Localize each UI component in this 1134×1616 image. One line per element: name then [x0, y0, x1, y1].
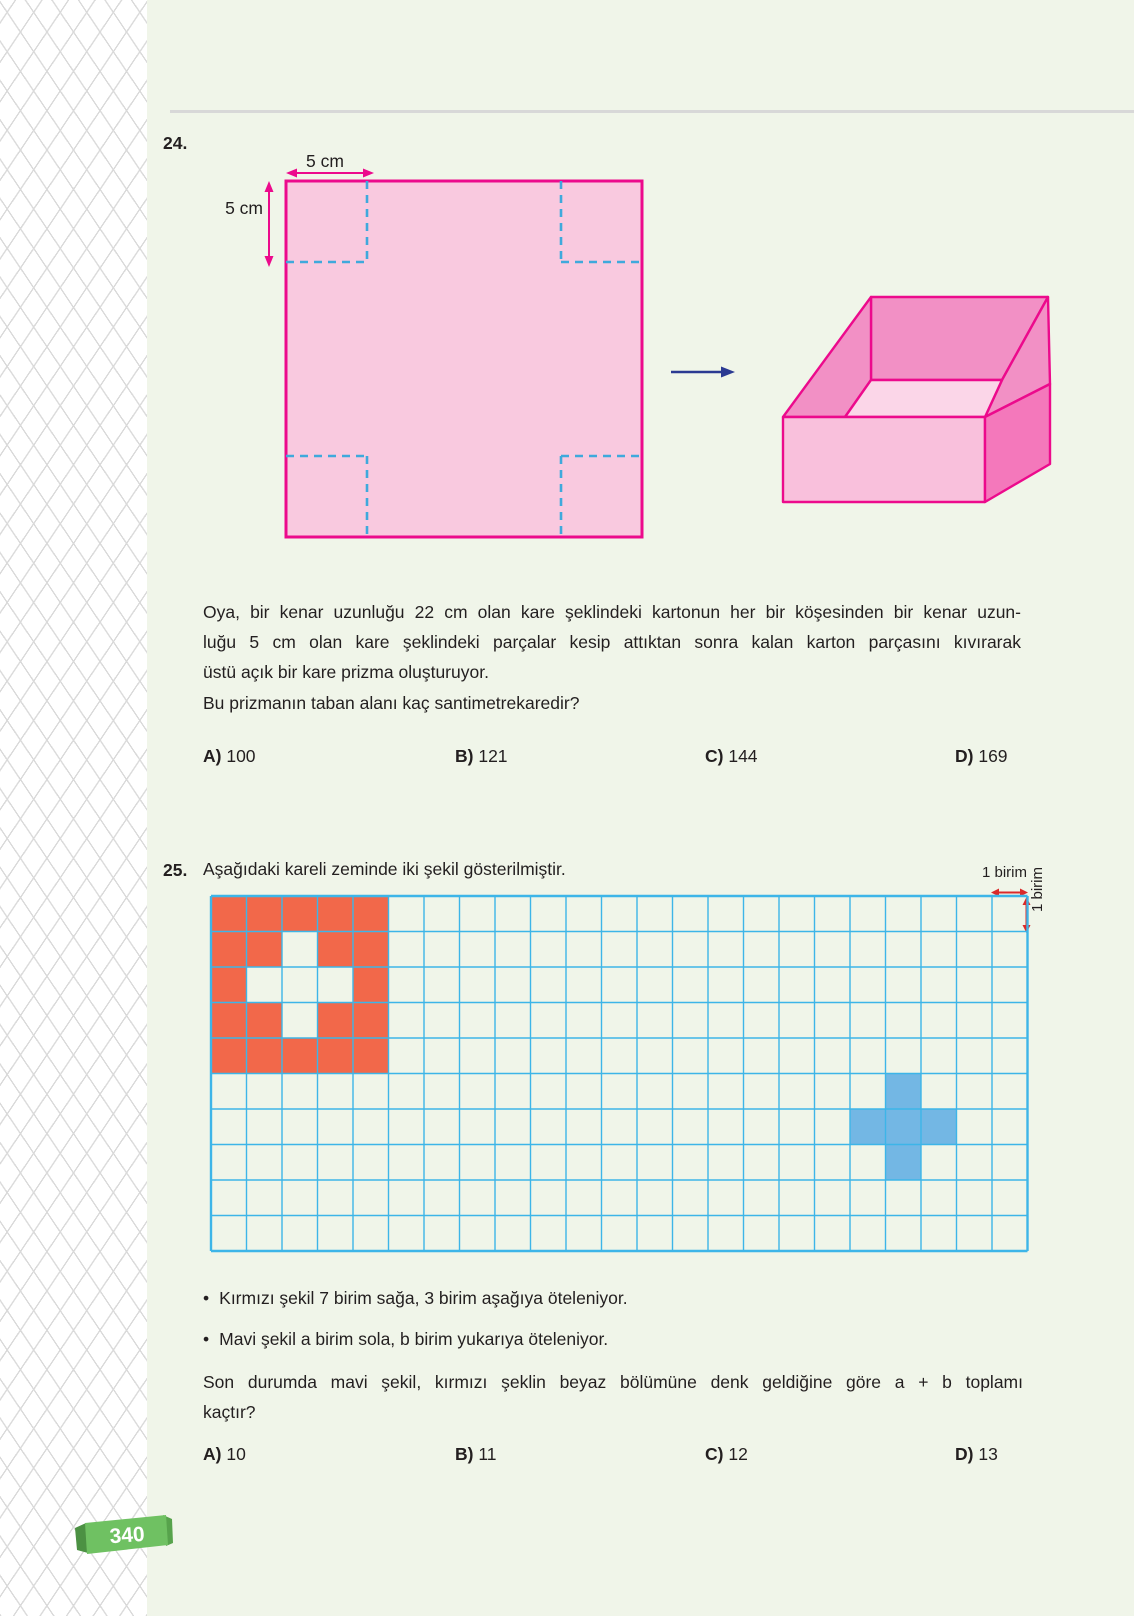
q25-bullet-blue — [203, 1329, 608, 1350]
choice-d: D) 13 — [955, 1444, 998, 1464]
q24-paragraph-line: Oya, bir kenar uzunluğu 22 cm olan kare şeklindeki kartonun her bir köşesinden bir kenar uzun- — [203, 602, 1021, 622]
red-shape-cell — [318, 1038, 354, 1074]
q24-question: Bu prizmanın taban alanı kaç santimetrekaredir? — [203, 693, 580, 713]
cardboard-square — [286, 181, 642, 537]
choice-c: C) 12 — [705, 1444, 748, 1464]
red-shape-cell — [353, 896, 389, 932]
red-shape-cell — [318, 896, 354, 932]
q24-number: 24. — [163, 133, 188, 153]
q25-question-line: Son durumda mavi şekil, kırmızı şeklin beyaz bölümüne denk geldiğine göre a + b toplamı — [203, 1372, 1023, 1392]
red-shape-cell — [247, 896, 283, 932]
dim-label-top: 5 cm — [306, 151, 344, 171]
blue-shape-cell — [886, 1145, 922, 1181]
unit-label-vertical: 1 birim — [1029, 867, 1046, 913]
red-shape-cell — [353, 932, 389, 968]
red-shape-cell — [318, 932, 354, 968]
open-box-figure — [758, 285, 1054, 511]
bullet-text: Mavi şekil a birim sola, b birim yukarıya öteleniyor. — [219, 1329, 609, 1349]
unit-label-horizontal: 1 birim — [981, 864, 1027, 881]
choice-b: B) 121 — [455, 746, 508, 766]
choice-c: C) 144 — [705, 746, 758, 766]
q25-question — [203, 1367, 1023, 1427]
bullet-text: Kırmızı şekil 7 birim sağa, 3 birim aşağıya öteleniyor. — [219, 1288, 628, 1308]
q24-paragraph-line: luğu 5 cm olan kare şeklindeki parçalar kesip attıktan sonra kalan karton parçasını kıvırarak — [203, 632, 1021, 652]
red-shape-cell — [282, 896, 318, 932]
q25-question-line: kaçtır? — [203, 1402, 256, 1422]
red-shape-cell — [211, 932, 247, 968]
q24-paragraph — [203, 597, 1021, 687]
q25-bullet-red — [203, 1288, 628, 1309]
choice-a: A) 100 — [203, 746, 256, 766]
page-number-badge — [73, 1510, 175, 1558]
bullet-icon: • — [203, 1288, 210, 1308]
bullet-icon: • — [203, 1329, 210, 1349]
q25-intro: Aşağıdaki kareli zeminde iki şekil gösterilmiştir. — [203, 859, 566, 879]
dim-label-left: 5 cm — [225, 198, 263, 218]
q24-paragraph-line: üstü açık bir kare prizma oluşturuyor. — [203, 662, 489, 682]
red-shape-cell — [247, 1038, 283, 1074]
choice-d: D) 169 — [955, 746, 1008, 766]
red-shape-cell — [211, 1038, 247, 1074]
blue-shape-cell — [850, 1109, 886, 1145]
section-divider-line — [170, 110, 1134, 113]
blue-shape-cell — [921, 1109, 957, 1145]
red-shape-cell — [211, 967, 247, 1003]
red-shape-cell — [247, 1003, 283, 1039]
page-number: 340 — [108, 1522, 146, 1549]
dimension-arrow-left — [265, 181, 274, 267]
red-shape-cell — [353, 1003, 389, 1039]
choice-b: B) 11 — [455, 1444, 497, 1464]
q25-choices — [203, 1444, 1031, 1468]
red-shape-cell — [353, 1038, 389, 1074]
red-shape-cell — [247, 932, 283, 968]
box-front-face — [783, 417, 985, 502]
box-inner-bottom — [845, 380, 1002, 417]
q24-choices — [203, 746, 1031, 770]
red-shape-cell — [282, 1038, 318, 1074]
choice-a: A) 10 — [203, 1444, 246, 1464]
red-shape-cell — [211, 896, 247, 932]
fold-arrow-icon — [670, 364, 736, 380]
red-shape-cell — [211, 1003, 247, 1039]
translation-grid — [209, 894, 1030, 1253]
q24-net-figure — [225, 140, 655, 550]
red-shape-cell — [353, 967, 389, 1003]
q25-number: 25. — [163, 860, 188, 880]
decorative-sidebar-pattern — [0, 0, 147, 1616]
blue-shape-cell — [886, 1109, 922, 1145]
blue-shape-cell — [886, 1074, 922, 1110]
red-shape-cell — [318, 1003, 354, 1039]
